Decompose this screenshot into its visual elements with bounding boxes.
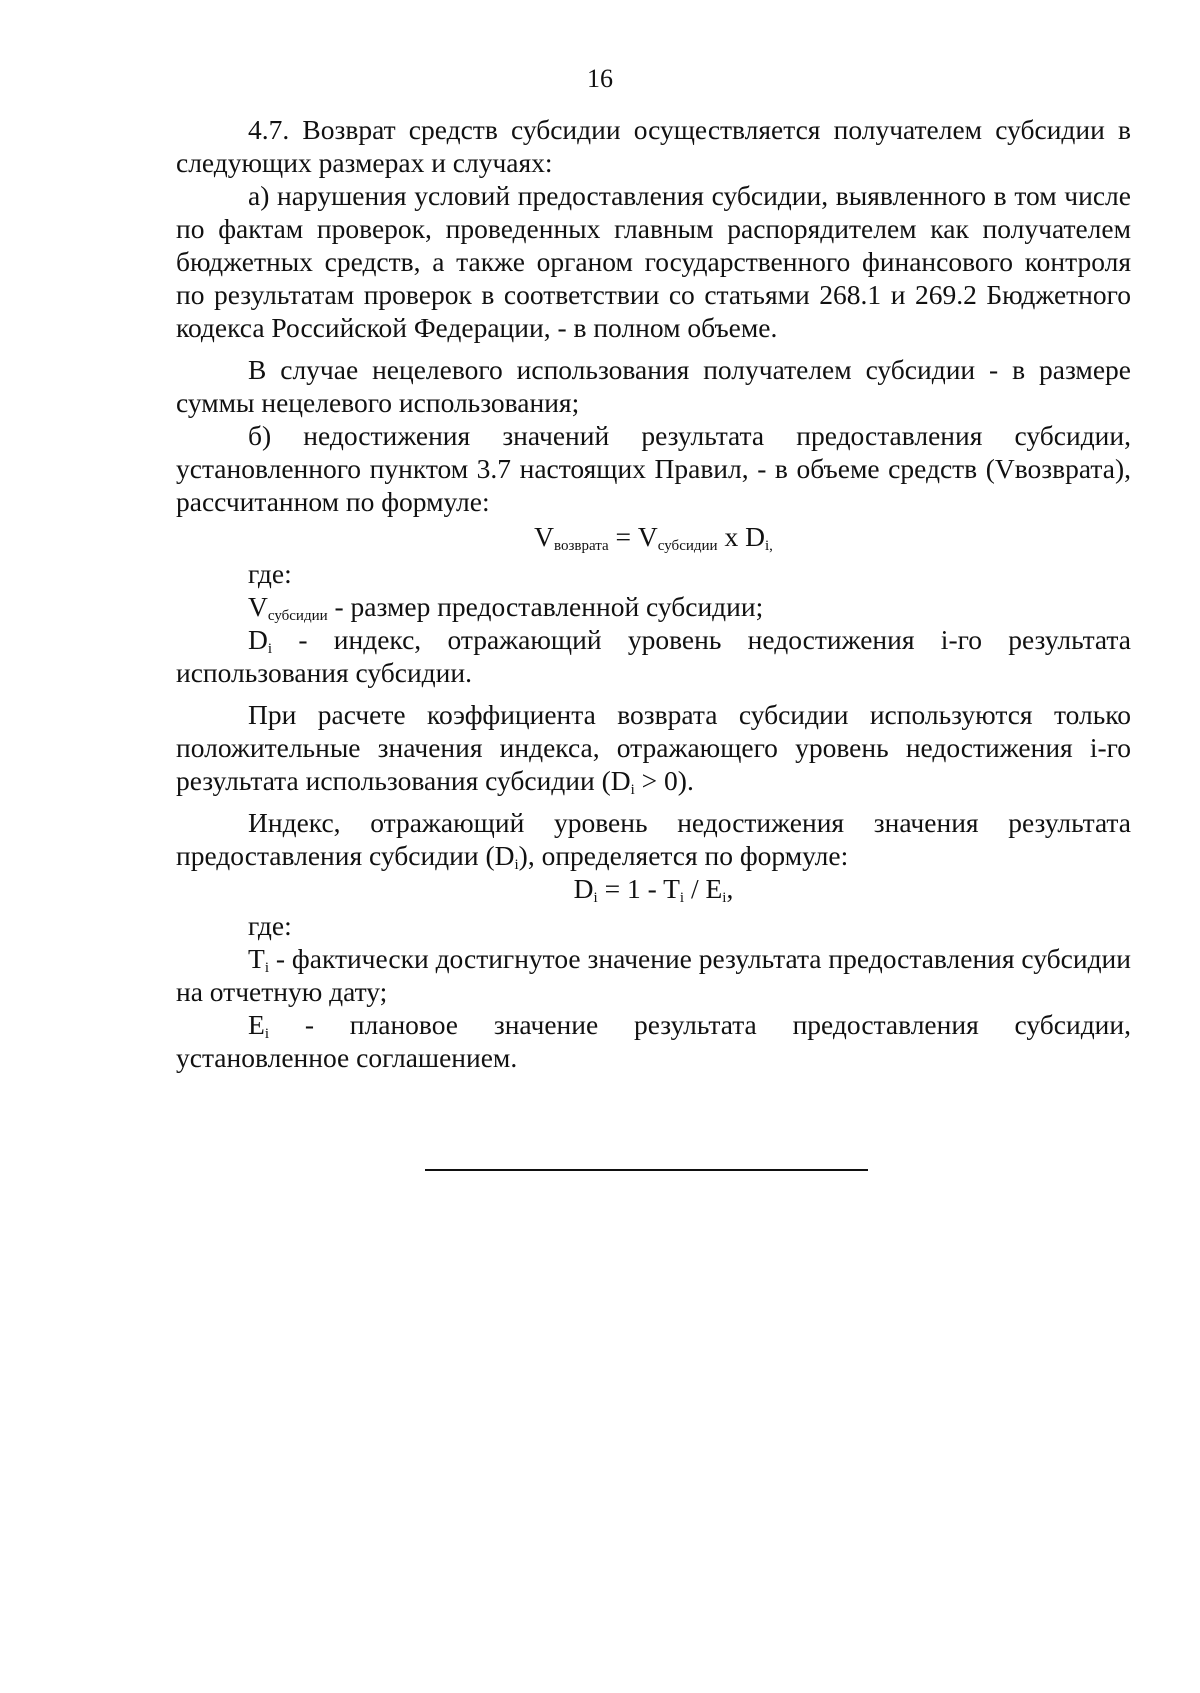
p5-lead-text: При расчете коэффициента возврата субсидии используются только положительные значения индекса, отражающего уровень недостижения i-го результата использования субсидии (	[176, 699, 1131, 796]
where-label-2: где:	[248, 910, 292, 941]
formula-v-symbol: V	[637, 521, 658, 552]
def-d-text: - индекс, отражающий уровень недостижения i-го результата использования субсидии.	[176, 624, 1131, 688]
formula-v-symbol: V	[534, 521, 554, 552]
formula-times: х	[717, 521, 746, 552]
def-e-text: - плановое значение результата предоставления субсидии, установленное соглашением.	[176, 1009, 1131, 1073]
definition-v-subsidii	[176, 590, 1131, 623]
def-d-sub: i	[267, 641, 273, 657]
formula2-e-symbol: E	[705, 873, 723, 904]
paragraph-a: а) нарушения условий предоставления субсидии, выявленного в том числе по фактам проверок, проведенных главным распорядителем как получателем бюджетных средств, а также органом государственного финансового контроля по результатам проверок в соответствии со статьями 268.1 и 269.2 Бюджетного кодекса Российской Федерации, - в полном объеме.	[176, 180, 1131, 343]
definition-d-i	[176, 623, 1131, 689]
paragraph-index	[176, 806, 1131, 872]
formula-equals: =	[608, 521, 638, 552]
p6-lead-text: Индекс, отражающий уровень недостижения значения результата предоставления субсидии (	[176, 807, 1131, 871]
paragraph-misuse: В случае нецелевого использования получателем субсидии - в размере суммы нецелевого использования;	[176, 354, 1131, 418]
formula-sub-vozvrata: возврата	[554, 538, 609, 554]
formula2-d-sub: i	[593, 890, 598, 906]
paragraph-b: б) недостижения значений результата предоставления субсидии, установленного пунктом 3.7 настоящих Правил, - в объеме средств (Vвозврата), рассчитанном по формуле:	[176, 420, 1131, 517]
formula2-t-sub: i	[679, 890, 685, 906]
def-v-text: - размер предоставленной субсидии;	[327, 591, 764, 622]
formula-d-symbol: D	[745, 521, 765, 552]
paragraph-coefficient	[176, 698, 1131, 797]
def-t-symbol: T	[248, 943, 265, 974]
document-body	[176, 113, 1131, 1074]
formula2-comma: ,	[726, 873, 734, 904]
def-t-text: - фактически достигнутое значение результата предоставления субсидии на отчетную дату;	[176, 943, 1131, 1007]
formula-return-volume	[176, 520, 1131, 553]
def-t-sub: i	[264, 960, 269, 976]
p6-tail-text: ), определяется по формуле:	[518, 840, 849, 871]
def-e-sub: i	[264, 1026, 269, 1042]
def-v-sub: субсидии	[267, 608, 328, 624]
formula2-divide: /	[684, 873, 706, 904]
p5-d-sub: i	[630, 782, 635, 798]
def-d-symbol: D	[248, 624, 268, 655]
definition-t-i	[176, 942, 1131, 1008]
where-label-1: где:	[248, 558, 292, 589]
def-v-symbol: V	[248, 591, 268, 622]
formula2-d-symbol: D	[573, 873, 594, 904]
end-of-document-rule	[425, 1169, 868, 1171]
formula-sub-subsidii: субсидии	[657, 538, 718, 554]
formula2-t-symbol: T	[663, 873, 680, 904]
page-number: 16	[587, 64, 613, 93]
p5-tail-text: > 0).	[634, 765, 694, 796]
formula2-one-minus: = 1 -	[597, 873, 664, 904]
def-e-symbol: E	[248, 1009, 265, 1040]
p6-d-sub: i	[514, 857, 519, 873]
formula2-e-sub: i	[722, 890, 727, 906]
p5-d-symbol: D	[610, 765, 631, 796]
formula-sub-i: i,	[764, 538, 773, 554]
paragraph-4-7: 4.7. Возврат средств субсидии осуществляется получателем субсидии в следующих размерах и случаях:	[176, 114, 1131, 178]
formula-index	[176, 872, 1131, 905]
definition-e-i	[176, 1008, 1131, 1074]
p6-d-symbol: D	[494, 840, 515, 871]
